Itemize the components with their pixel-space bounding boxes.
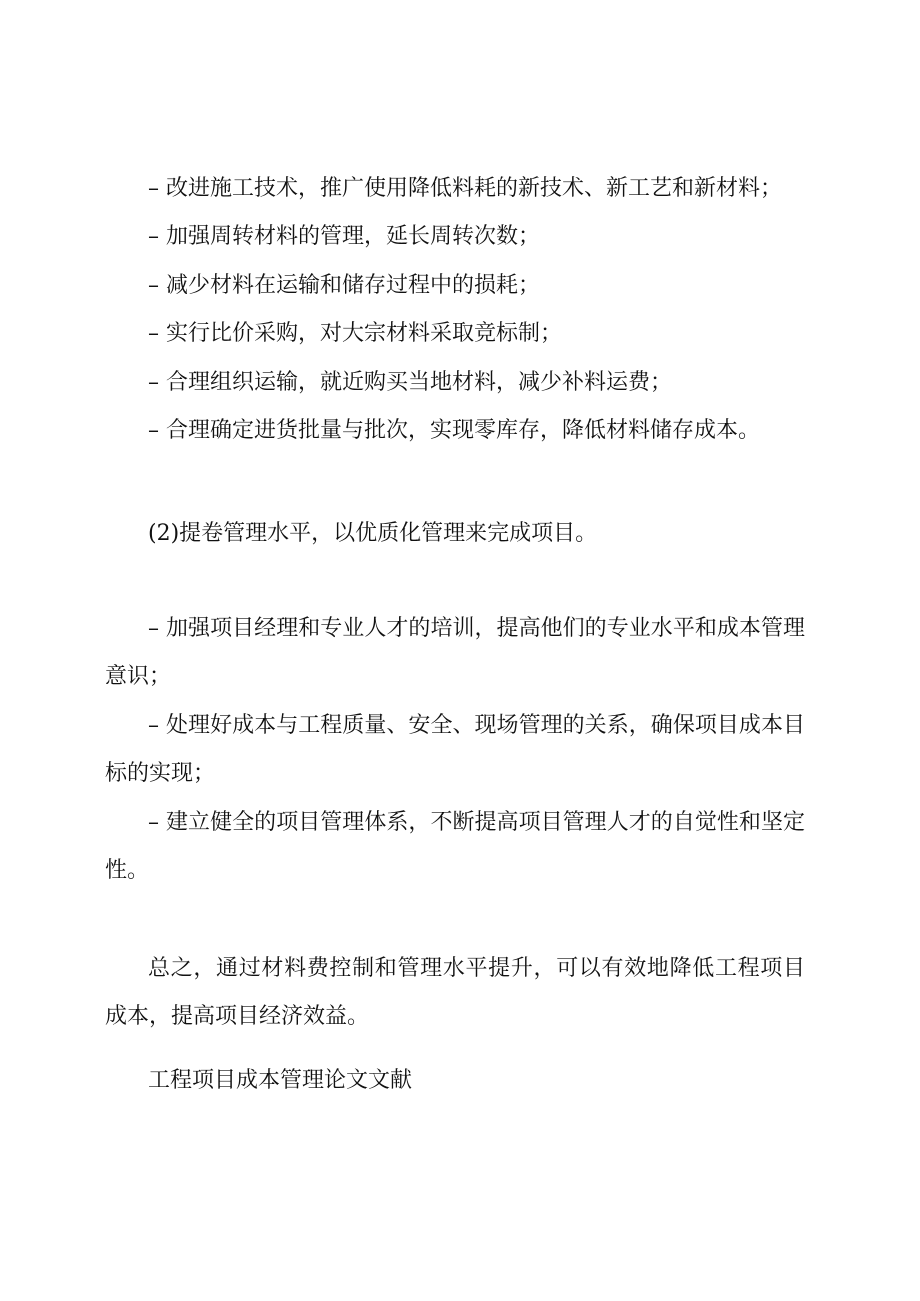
list-item: – 加强周转材料的管理，延长周转次数；	[148, 224, 540, 249]
list-item: – 实行比价采购，对大宗材料采取竞标制；	[148, 321, 562, 346]
references-title: 工程项目成本管理论文文献	[148, 1068, 413, 1093]
conclusion-paragraph: 总之，通过材料费控制和管理水平提升，可以有效地降低工程项目成本，提高项目经济效益。	[105, 956, 805, 1029]
list-item: – 加强项目经理和专业人才的培训，提高他们的专业水平和成本管理意识；	[105, 616, 805, 689]
list-item: – 合理确定进货批量与批次，实现零库存，降低材料储存成本。	[148, 418, 760, 443]
list-item: – 合理组织运输，就近购买当地材料，减少补料运费；	[148, 370, 672, 395]
list-item: – 减少材料在运输和储存过程中的损耗；	[148, 273, 540, 298]
section-heading: (2)提卷管理水平，以优质化管理来完成项目。	[148, 521, 598, 546]
list-item: – 处理好成本与工程质量、安全、现场管理的关系，确保项目成本目标的实现；	[105, 713, 805, 786]
list-item: – 建立健全的项目管理体系，不断提高项目管理人才的自觉性和坚定性。	[105, 810, 805, 883]
list-item: – 改进施工技术，推广使用降低料耗的新技术、新工艺和新材料；	[148, 176, 782, 201]
